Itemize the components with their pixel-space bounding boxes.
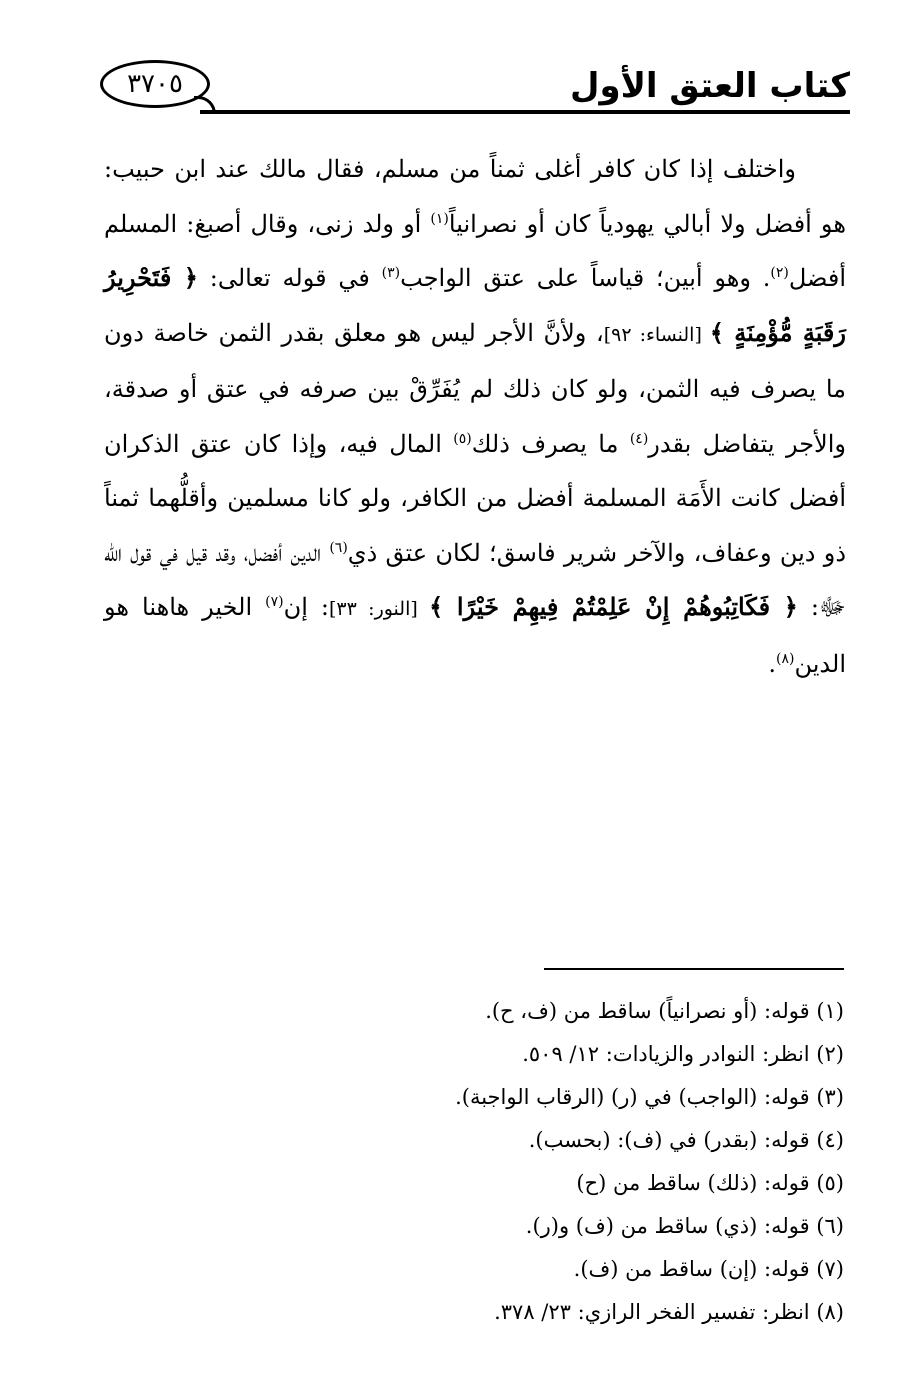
text-run: ، ولأنَّ الأجر ليس هو معلق بقدر الثمن خاصة دون ما يصرف فيه الثمن، ولو كان ذلك لم يُفَرِّقْ بين صرفه في عتق أو صدقة، والأجر يتفاضل بقدر [104,318,846,458]
footnote-ref-1: (١) [430,210,449,227]
footnote-7: (٧) قوله: (إن) ساقط من (ف). [573,1257,844,1281]
quran-verse: ﴿ فَكَاتِبُوهُمْ إِنْ عَلِمْتُمْ فِيهِمْ خَيْرًا ﴾ [429,592,798,621]
footnote-ref-3: (٣) [381,265,401,281]
footnote-ref-4: (٤) [629,430,649,447]
footnote-ref-8: (٨) [776,650,795,667]
footnote-ref-5: (٥) [453,430,472,447]
text-run: أو ولد زنى، وقال أصبغ: المسلم أفضل [104,209,847,292]
footnote-ref-2: (٢) [770,265,789,281]
quran-verse: ﴿ فَتَحْرِيرُ رَقَبَةٍ مُّؤْمِنَةٍ ﴾ [104,263,846,347]
page-number: ٣٧٠٥ [100,60,210,108]
running-title: كتاب العتق الأول [569,66,850,106]
text-run: الدين أفضل، وقد قيل في قول الله ﷻ: [104,538,847,621]
text-run: ما يصرف ذلك [471,429,630,458]
text-run: الخير هاهنا هو الدين [104,593,846,678]
text-run: : إن [283,593,329,621]
paragraph [104,142,846,691]
footnote-1: (١) قوله: (أو نصرانياً) ساقط من (ف، ح). [485,999,844,1023]
text-run: . وهو أبين؛ قياساً على عتق الواجب [400,264,771,292]
text-run: . [768,649,776,678]
text-run: واختلف إذا كان كافر أغلى ثمناً من مسلم، فقال مالك عند ابن حبيب: هو أفضل ولا أبالي يهودياً كان أو نصرانياً [104,155,846,238]
footnote-ref-7: (٧) [265,594,284,610]
footnote-4: (٤) قوله: (بقدر) في (ف): (بحسب). [528,1128,844,1152]
verse-reference: [النساء: ٩٢] [603,323,710,346]
footnote-3: (٣) قوله: (الواجب) في (ر) (الرقاب الواجبة). [455,1085,844,1109]
footnote-8: (٨) انظر: تفسير الفخر الرازي: ٢٣/ ٣٧٨. [494,1300,844,1324]
text-run: في قوله تعالى: [197,264,382,292]
footnote-2: (٢) انظر: النوادر والزيادات: ١٢/ ٥٠٩. [522,1042,844,1066]
verse-reference: [النور: ٣٣] [328,598,430,620]
main-text [104,142,846,691]
footnotes-list [100,990,844,1334]
text-run: المال فيه، وإذا كان عتق الذكران أفضل كانت الأَمَة المسلمة أفضل من الكافر، ولو كانا مسلمين وأقلُّهما ثمناً ذو دين وعفاف، والآخر شرير فاسق؛ لكان عتق ذي [104,429,847,567]
header-rule [200,110,850,114]
page-header [100,60,850,122]
footnote-6: (٦) قوله: (ذي) ساقط من (ف) و(ر). [525,1214,844,1238]
footnote-5: (٥) قوله: (ذلك) ساقط من (ح) [576,1171,844,1195]
footnote-separator [544,968,844,970]
footnote-ref-6: (٦) [329,539,348,556]
